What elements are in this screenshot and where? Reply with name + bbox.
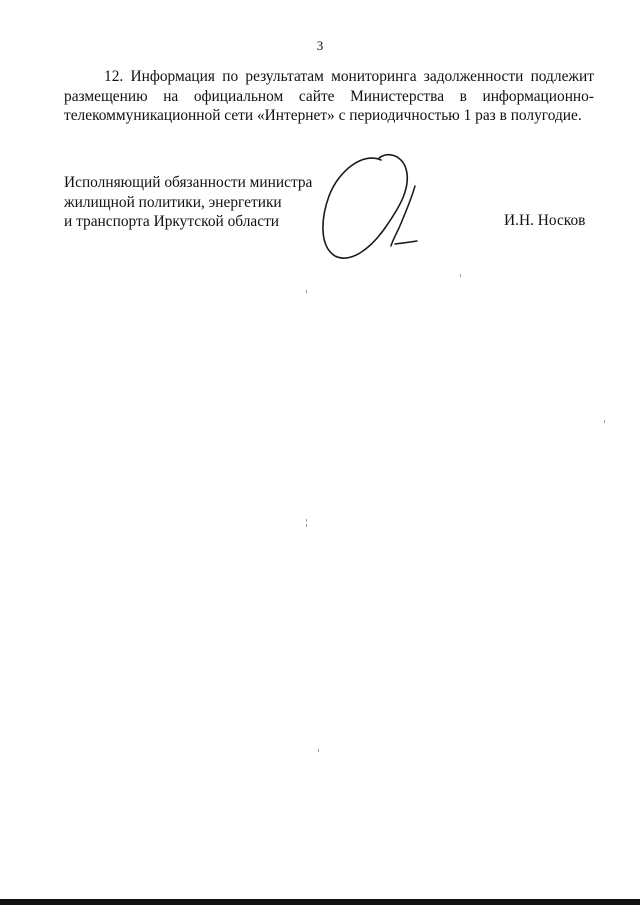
handwritten-signature bbox=[315, 148, 425, 266]
scan-edge-bar bbox=[0, 899, 640, 905]
position-line: и транспорта Иркутской области bbox=[64, 213, 280, 230]
signer-name: И.Н. Носков bbox=[504, 212, 586, 229]
paragraph-line: телекоммуникационной сети «Интернет» с периодичностью 1 раз в полугодие. bbox=[64, 107, 582, 124]
scan-artifact bbox=[318, 749, 319, 752]
paragraph-item-12 bbox=[64, 67, 594, 126]
scan-artifact bbox=[306, 290, 307, 293]
paragraph-line: размещению на официальном сайте Министерства в информационно- bbox=[64, 87, 594, 105]
scan-artifact bbox=[306, 524, 307, 527]
scan-artifact bbox=[306, 519, 307, 522]
paragraph-line: 12. Информация по результатам мониторинга задолженности подлежит bbox=[104, 68, 594, 85]
scan-artifact bbox=[460, 274, 461, 277]
position-line: Исполняющий обязанности министра bbox=[64, 174, 313, 191]
page-number: 3 bbox=[316, 38, 324, 53]
position-line: жилищной политики, энергетики bbox=[64, 193, 282, 211]
signatory-position bbox=[64, 173, 312, 232]
scan-artifact bbox=[604, 420, 605, 423]
